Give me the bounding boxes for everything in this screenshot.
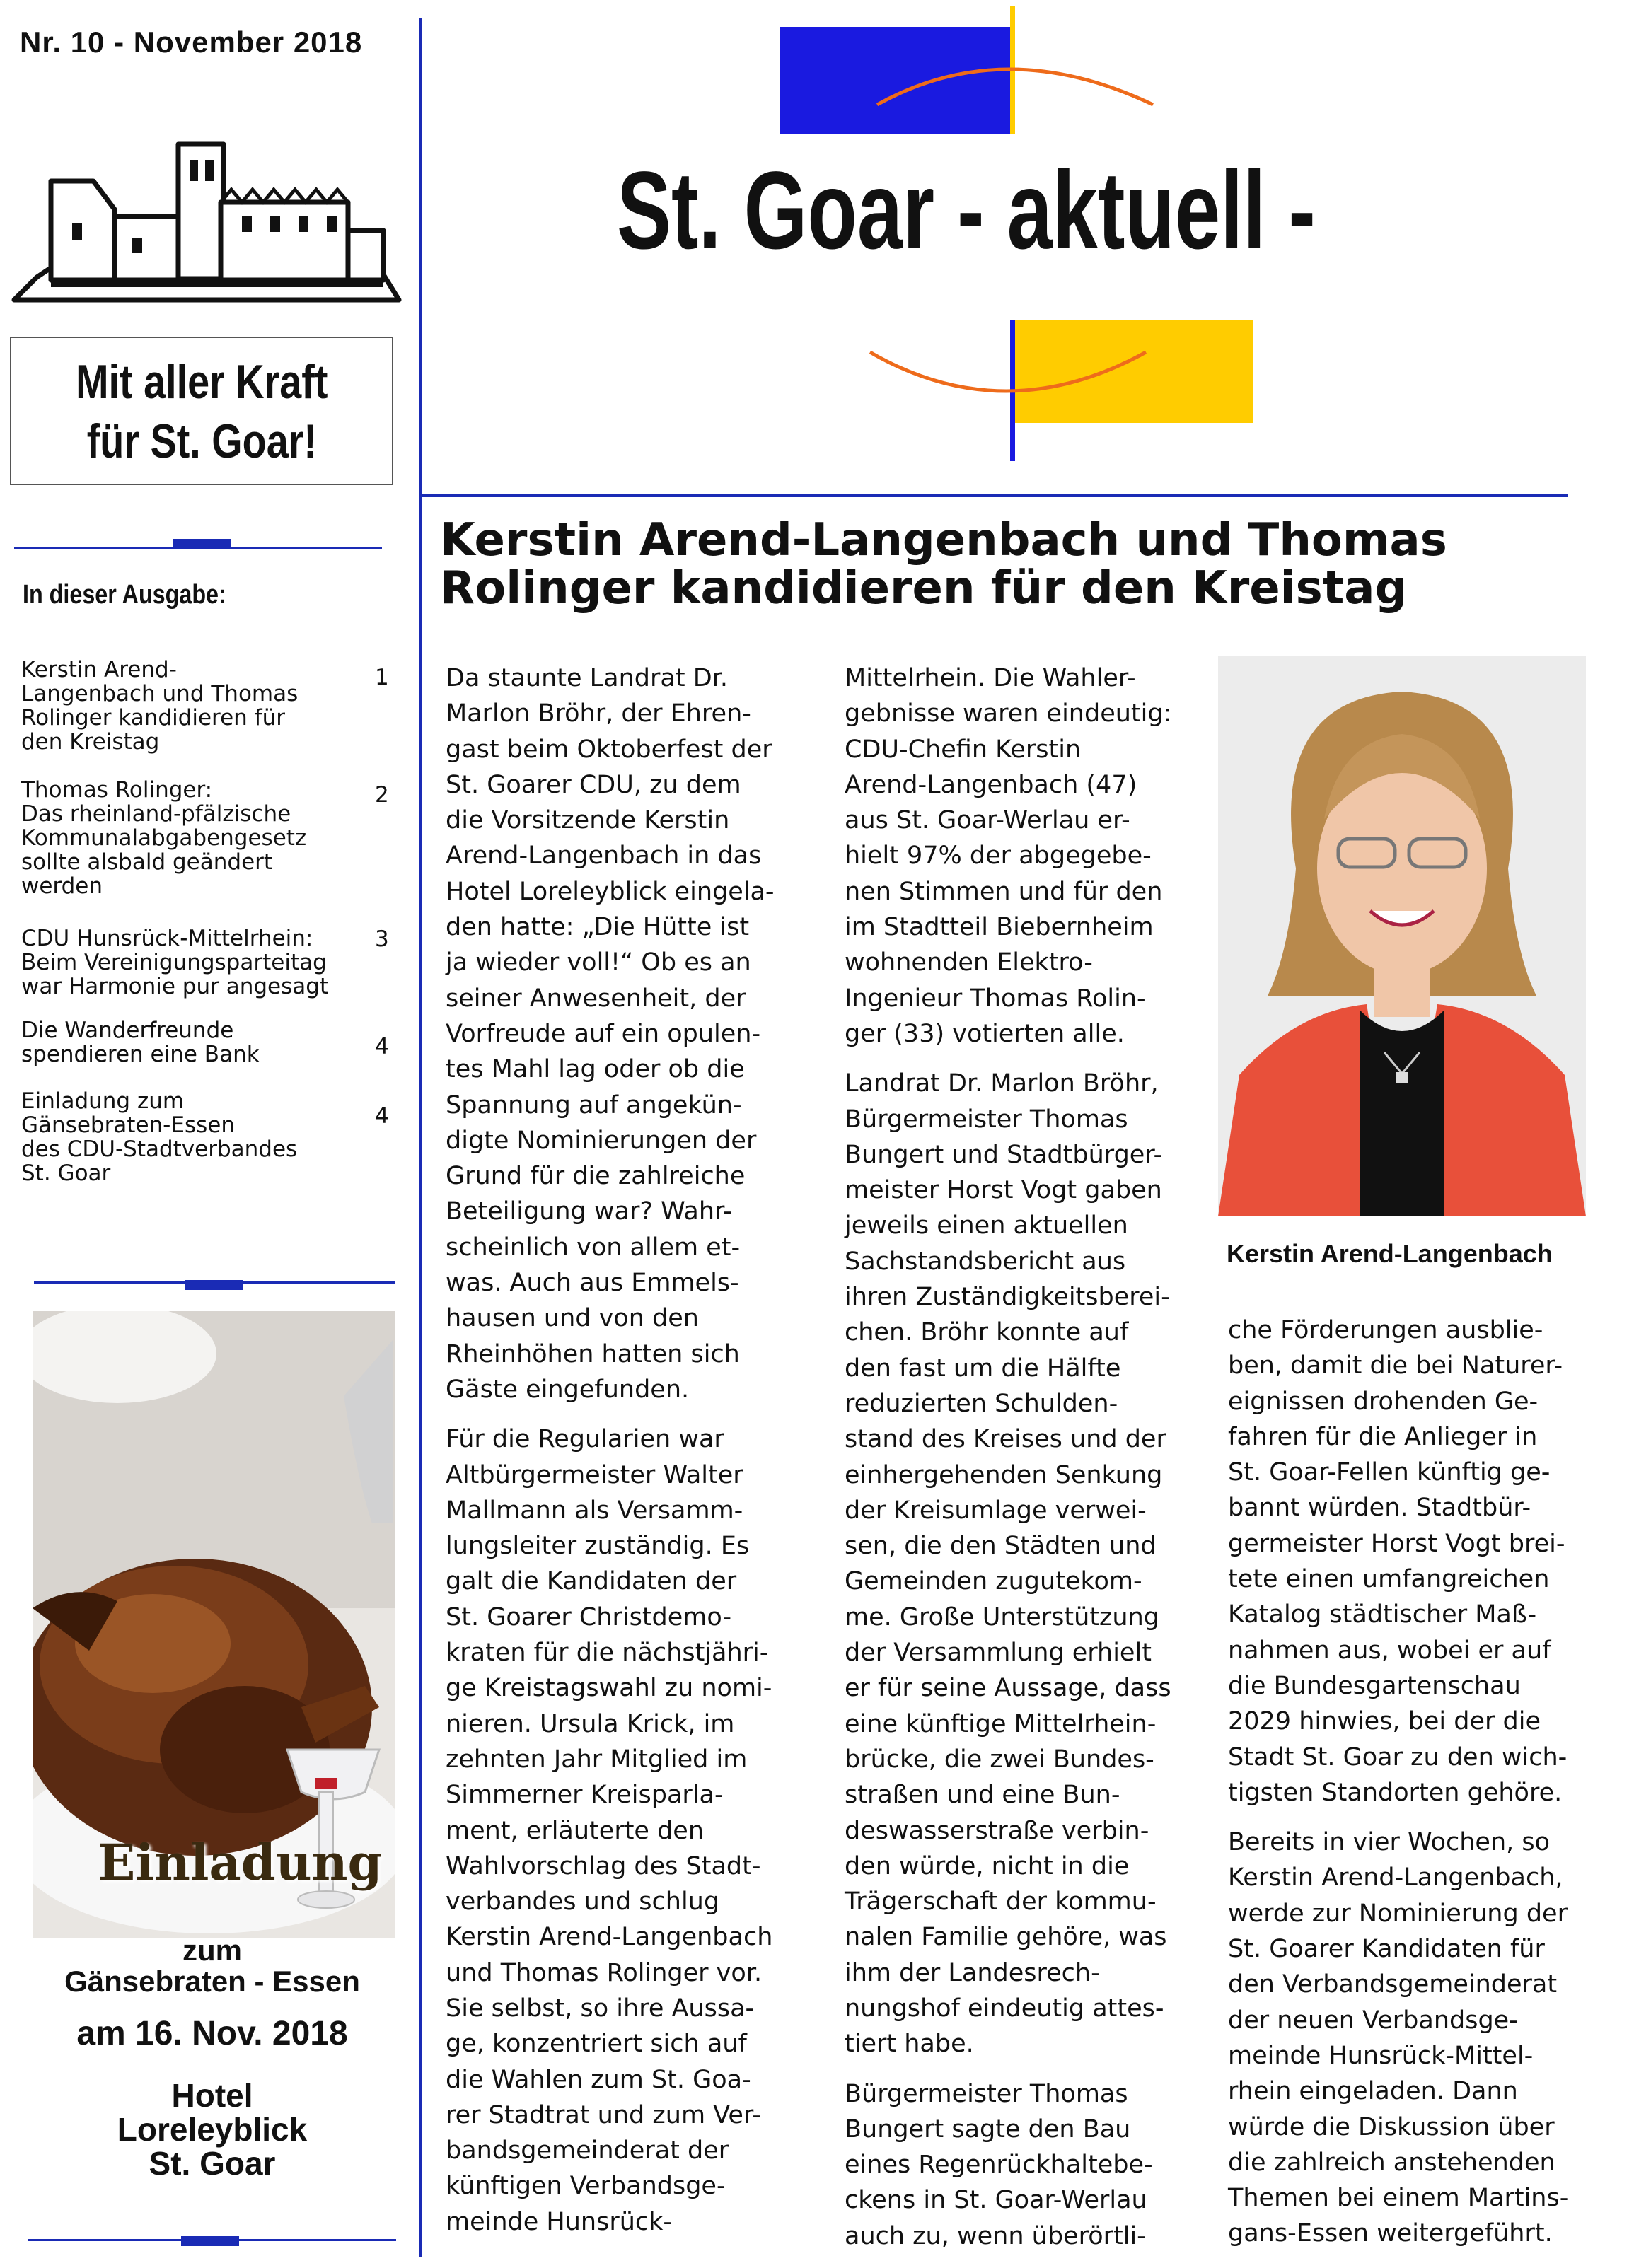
invitation-line1: zum — [182, 1933, 242, 1967]
paragraph: che Förderungen ausblie- ben, damit die bei Naturer- eignissen drohenden Ge- fahren für die Anlieger in St. Goar-Fellen künftig ge- bannt würden. Stadtbür- germeister Horst Vogt brei- tete einen umfangreichen Katalog städtischer Maß- nahmen aus, wobei er auf die Bundesgartenschau 2029 hinwies, bei der die Stadt St. Goar zu den wich- tigsten Standorten gehöre. — [1228, 1316, 1568, 1807]
article-headline: Kerstin Arend-Langenbach und Thomas Rolinger kandidieren für den Kreistag — [440, 514, 1447, 615]
toc-title: In dieser Ausgabe: — [23, 580, 226, 610]
invitation-venue1: Hotel — [171, 2077, 253, 2114]
toc-item[interactable]: Die Wanderfreunde spendieren eine Bank — [21, 1018, 260, 1067]
toc-item[interactable]: Einladung zum Gänsebraten-Essen des CDU-Stadtverbandes St. Goar — [21, 1088, 298, 1186]
portrait-photo — [1218, 656, 1586, 1216]
invitation-bottom-rule-mark — [181, 2236, 239, 2246]
paragraph: Bürgermeister Thomas Bungert sagte den Bau eines Regenrückhaltebe- ckens in St. Goar-Werlau auch zu, wenn überörtli- — [845, 2079, 1153, 2250]
toc-page-number: 4 — [375, 1103, 389, 1129]
invitation-date: am 16. Nov. 2018 — [76, 2015, 348, 2052]
blue-block — [780, 27, 1013, 134]
castle-logo-icon — [8, 139, 405, 308]
toc-item[interactable]: Thomas Rolinger: Das rheinland-pfälzische Kommunalabgabengesetz sollte alsbald geändert werden — [21, 777, 307, 899]
invitation-title: Einladung — [98, 1833, 383, 1892]
paragraph: Bereits in vier Wochen, so Kerstin Arend-Langenbach, werde zur Nominierung der St. Goarer Kandidaten für den Verbandsgemeinderat der neuen Verbandsge- meinde Hunsrück-Mittel- rhein eingeladen. Dann würde die Diskussion über die zahlreich anstehenden Themen bei einem Martins- gans-Essen weitergeführt. — [1228, 1828, 1569, 2248]
paragraph: Landrat Dr. Marlon Bröhr, Bürgermeister Thomas Bungert und Stadtbürger- meister Horst Vogt gaben jeweils einen aktuellen Sachstandsbericht aus ihren Zuständigkeitsberei- chen. Bröhr konnte auf den fast um die Hälfte reduzierten Schulden- stand des Kreises und der einhergehenden Senkung der Kreisumlage verwei- sen, die den Städten und Gemeinden zugutekom- me. Große Unterstützung der Versammlung erhielt er für seine Aussage, dass eine künftige Mittelrhein- brücke, die zwei Bundes- straßen und eine Bun- deswasserstraße verbin- den würde, nicht in die Trägerschaft der kommu- nalen Familie gehöre, was ihm der Landesrech- nungshof eindeutig attes- tiert habe. — [845, 1069, 1171, 2059]
toc-page-number: 2 — [375, 782, 389, 808]
toc-bottom-rule-mark — [185, 1280, 243, 1290]
toc-page-number: 3 — [375, 926, 389, 952]
slogan-line-2: für St. Goar! — [86, 414, 317, 468]
toc-top-rule-mark — [173, 539, 231, 549]
article-column-2 — [845, 661, 1212, 2268]
invitation-line2: Gänsebraten - Essen — [64, 1965, 360, 1998]
toc-item[interactable]: CDU Hunsrück-Mittelrhein: Beim Vereinigungsparteitag war Harmonie pur angesagt — [21, 926, 329, 999]
photo-caption: Kerstin Arend-Langenbach — [1227, 1239, 1553, 1268]
article-column-3 — [1228, 1313, 1596, 2266]
yellow-block — [1013, 320, 1253, 423]
toc-page-number: 1 — [375, 665, 389, 690]
paragraph: Für die Regularien war Altbürgermeister Walter Mallmann als Versamm- lungsleiter zuständig. Es galt die Kandidaten der St. Goarer Christdemo- kraten für die nächstjähri- ge Kreistagswahl zu nomi- nieren. Ursula Krick, im zehnten Jahr Mitglied im Simmerner Kreisparla- ment, erläuterte den Wahlvorschlag des Stadt- verbandes und schlug Kerstin Arend-Langenbach und Thomas Rolinger vor. Sie selbst, so ihre Aussa- ge, konzentriert sich auf die Wahlen zum St. Goa- rer Stadtrat und zum Ver- bandsgemeinderat der künftigen Verbandsge- meinde Hunsrück- — [446, 1425, 773, 2236]
masthead-title: St. Goar - aktuell - — [617, 149, 1316, 272]
invitation-venue3: St. Goar — [149, 2145, 276, 2182]
paragraph: Mittelrhein. Die Wahler- gebnisse waren eindeutig: CDU-Chefin Kerstin Arend-Langenbach (47) aus St. Goar-Werlau er- hielt 97% der abgegebe- nen Stimmen und für den im Stadtteil Biebernheim wohnenden Elektro- Ingenieur Thomas Rolin- ger (33) votierten alle. — [845, 664, 1172, 1048]
toc-item[interactable]: Kerstin Arend- Langenbach und Thomas Rolinger kandidieren für den Kreistag — [21, 657, 299, 755]
paragraph: Da staunte Landrat Dr. Marlon Bröhr, der Ehren- gast beim Oktoberfest der St. Goarer CDU, zu dem die Vorsitzende Kerstin Arend-Langenbach in das Hotel Loreleyblick eingela- den hatte: „Die Hütte ist ja wieder voll!“ Ob es an seiner Anwesenheit, der Vorfreude auf ein opulen- tes Mahl lag oder ob die Spannung auf angekün- digte Nominierungen der Grund für die zahlreiche Beteiligung war? Wahr- scheinlich von allem et- was. Auch aus Emmels- hausen und von den Rheinhöhen hatten sich Gäste eingefunden. — [446, 664, 775, 1404]
header-divider — [419, 494, 1568, 497]
article-column-1 — [446, 661, 813, 2254]
slogan-line-1: Mit aller Kraft — [75, 355, 328, 409]
issue-label: Nr. 10 - November 2018 — [20, 25, 363, 59]
slogan-box — [10, 337, 393, 485]
vertical-divider — [419, 18, 422, 2257]
toc-page-number: 4 — [375, 1034, 389, 1059]
invitation-venue2: Loreleyblick — [117, 2111, 308, 2148]
